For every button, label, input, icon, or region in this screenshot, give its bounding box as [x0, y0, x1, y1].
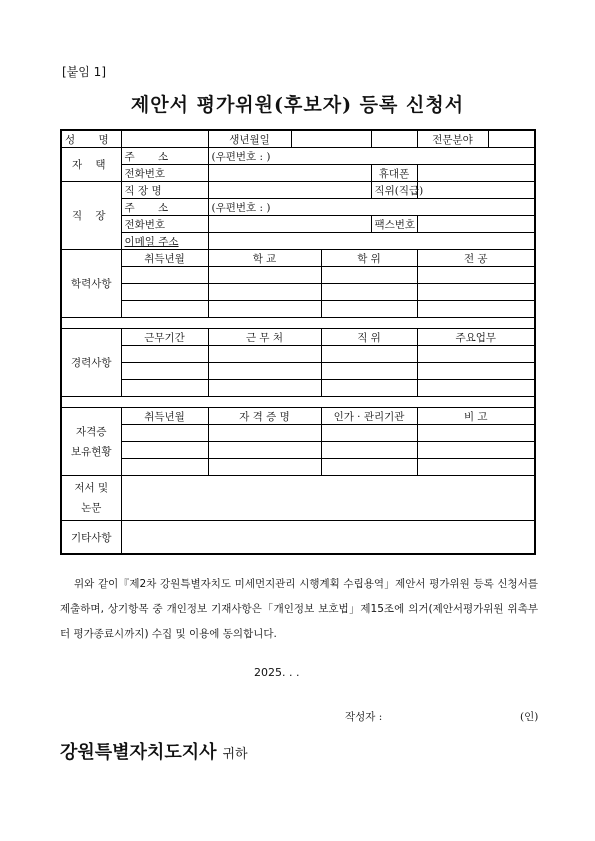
work-address-label: 주 소	[121, 199, 208, 216]
career-header-period: 근무기간	[121, 329, 208, 346]
addressee-name: 강원특별자치도지사	[60, 742, 217, 763]
seal-mark: (인)	[520, 711, 539, 723]
edu-row	[61, 284, 535, 301]
etc-label: 기타사항	[61, 521, 121, 555]
edu-row	[61, 301, 535, 318]
work-label: 직 장	[61, 182, 121, 250]
cert-row	[61, 425, 535, 442]
author-label: 작성자 :	[345, 711, 383, 723]
date-line: 2025. . .	[254, 666, 300, 679]
career-row	[61, 380, 535, 397]
name-value[interactable]	[121, 130, 208, 148]
mobile-label: 휴대폰	[371, 165, 417, 182]
books-label-line1: 저서 및	[74, 482, 109, 494]
position-label: 직위(직급)	[371, 182, 417, 199]
books-value[interactable]	[121, 476, 535, 521]
company-value[interactable]	[208, 182, 371, 199]
edu-row	[61, 267, 535, 284]
consent-paragraph: 위와 같이『제2차 강원특별자치도 미세먼지관리 시행계획 수립용역」제안서 평가위원 등록 신청서를 제출하며, 상기항목 중 개인정보 기재사항은「개인정보 보호법」제15조에 의거(제안서평가위원 위촉부터 평가종료시까지) 수집 및 이용에 동의합니다.	[60, 578, 538, 640]
attachment-label: [붙임 1]	[62, 65, 106, 79]
addressee-suffix: 귀하	[222, 747, 248, 762]
career-row	[61, 346, 535, 363]
registration-form-table	[60, 129, 536, 555]
fax-value[interactable]	[417, 216, 535, 233]
books-label-line2: 논문	[81, 502, 102, 514]
mobile-value[interactable]	[417, 165, 535, 182]
cert-header-name: 자 격 증 명	[208, 408, 321, 425]
edu-header-date: 취득년월	[121, 250, 208, 267]
position-value[interactable]	[417, 182, 535, 199]
etc-value[interactable]	[121, 521, 535, 555]
cert-label-line2: 보유현황	[70, 445, 112, 458]
edu-header-degree: 학 위	[321, 250, 417, 267]
cert-header-remarks: 비 고	[417, 408, 535, 425]
work-address-postal[interactable]: (우편번호 : )	[208, 199, 535, 216]
page-title: 제안서 평가위원(후보자) 등록 신청서	[130, 94, 465, 116]
email-label: 이메일 주소	[121, 233, 208, 250]
company-label: 직 장 명	[121, 182, 208, 199]
home-address-label: 주 소	[121, 148, 208, 165]
cert-row	[61, 442, 535, 459]
cert-label-line1: 자격증	[76, 425, 107, 438]
birth-label: 생년월일	[208, 130, 291, 148]
name-label: 성 명	[61, 130, 121, 148]
addressee	[60, 738, 248, 764]
cert-header-authority: 인가 · 관리기관	[321, 408, 417, 425]
career-header-position: 직 위	[321, 329, 417, 346]
home-phone-value[interactable]	[208, 165, 371, 182]
work-phone-value[interactable]	[208, 216, 371, 233]
home-label: 자 택	[61, 148, 121, 182]
birth-value[interactable]	[291, 130, 371, 148]
home-address-postal[interactable]: (우편번호 : )	[208, 148, 535, 165]
education-label: 학력사항	[61, 250, 121, 318]
edu-header-major: 전 공	[417, 250, 535, 267]
field-value[interactable]	[488, 130, 535, 148]
career-row	[61, 363, 535, 380]
cert-row	[61, 459, 535, 476]
field-label: 전문분야	[417, 130, 488, 148]
work-phone-label: 전화번호	[121, 216, 208, 233]
cert-label	[61, 408, 121, 476]
edu-header-school: 학 교	[208, 250, 321, 267]
email-value[interactable]	[208, 233, 535, 250]
career-header-workplace: 근 무 처	[208, 329, 321, 346]
books-label	[61, 476, 121, 521]
home-phone-label: 전화번호	[121, 165, 208, 182]
fax-label: 팩스번호	[371, 216, 417, 233]
career-label: 경력사항	[61, 329, 121, 397]
cert-header-date: 취득년월	[121, 408, 208, 425]
career-header-duties: 주요업무	[417, 329, 535, 346]
